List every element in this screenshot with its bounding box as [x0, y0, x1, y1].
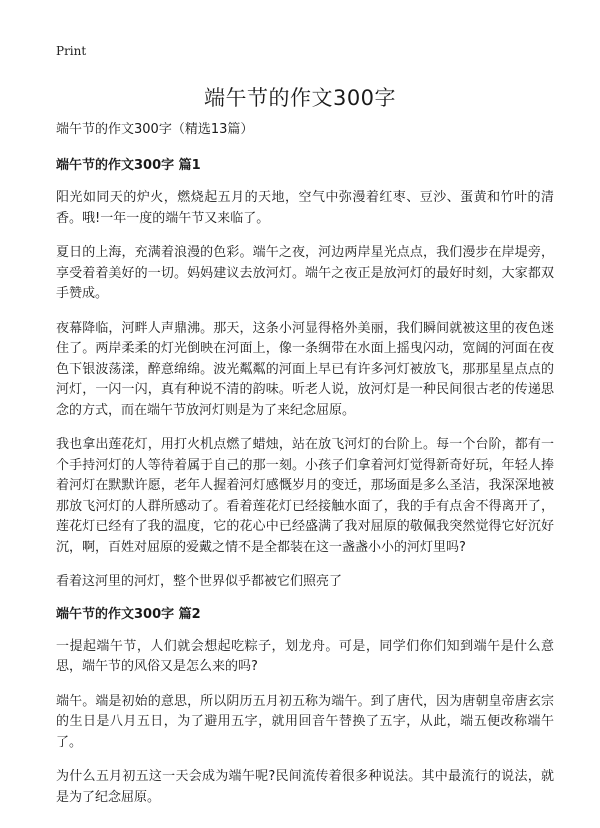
essay-section-2 — [56, 607, 554, 809]
document-subtitle: 端午节的作文300字（精选13篇） — [56, 122, 254, 137]
paragraph: 端午。端是初始的意思，所以阴历五月初五称为端午。到了唐代，因为唐朝皇帝唐玄宗的生日是八月五日，为了避用五字，就用回音午替换了五字，从此，端五便改称端午了。 — [56, 693, 554, 750]
section-heading: 端午节的作文300字 篇1 — [56, 158, 201, 173]
paragraph: 看着这河里的河灯，整个世界似乎都被它们照亮了 — [56, 574, 343, 589]
section-heading: 端午节的作文300字 篇2 — [56, 606, 201, 622]
paragraph: 为什么五月初五这一天会成为端午呢?民间流传着很多种说法。其中最流行的说法，就是为了纪念屈原。 — [56, 769, 554, 805]
paragraph: 我也拿出莲花灯，用打火机点燃了蜡烛，站在放飞河灯的台阶上。每一个台阶，都有一个手持河灯的人等待着属于自己的那一刻。小孩子们拿着河灯觉得新奇好玩，年轻人捧着河灯在默默许愿，老年人握着河灯感慨岁月的变迁，那场面是多么圣洁，我深深地被那放飞河灯的人群所感动了。看着莲花灯已经接触水面了，我的手有点舍不得离开了，莲花灯已经有了我的温度，它的花心中已经盛满了我对屈原的敬佩我突然觉得它好沉好沉，啊，百姓对屈原的爱戴之情不是全都装在这一盏盏小小的河灯里吗? — [56, 437, 554, 555]
paragraph: 夜幕降临，河畔人声鼎沸。那天，这条小河显得格外美丽，我们瞬间就被这里的夜色迷住了。两岸柔柔的灯光倒映在河面上，像一条绸带在水面上摇曳闪动，宽阔的河面在夜色下银波荡漾，醉意绵绵。波光粼粼的河面上早已有许多河灯被放飞，那那星星点点的河灯，一闪一闪，真有种说不清的韵味。听老人说，放河灯是一种民间很古老的传递思念的方式，而在端午节放河灯则是为了来纪念屈原。 — [56, 320, 554, 418]
print-label[interactable]: Print — [56, 44, 87, 58]
document-body — [56, 122, 554, 822]
paragraph: 阳光如同天的炉火，燃烧起五月的天地，空气中弥漫着红枣、豆沙、蛋黄和竹叶的清香。哦!一年一度的端午节又来临了。 — [56, 190, 554, 226]
essay-section-1 — [56, 158, 554, 593]
paragraph: 夏日的上海，充满着浪漫的色彩。端午之夜，河边两岸星光点点，我们漫步在岸堤旁，享受着着美好的一切。妈妈建议去放河灯。端午之夜正是放河灯的最好时刻，大家都双手赞成。 — [56, 245, 554, 301]
paragraph: 一提起端午节，人们就会想起吃粽子，划龙舟。可是，同学们你们知到端午是什么意思，端午节的风俗又是怎么来的吗? — [56, 638, 554, 674]
document-title: 端午节的作文300字 — [203, 86, 397, 110]
